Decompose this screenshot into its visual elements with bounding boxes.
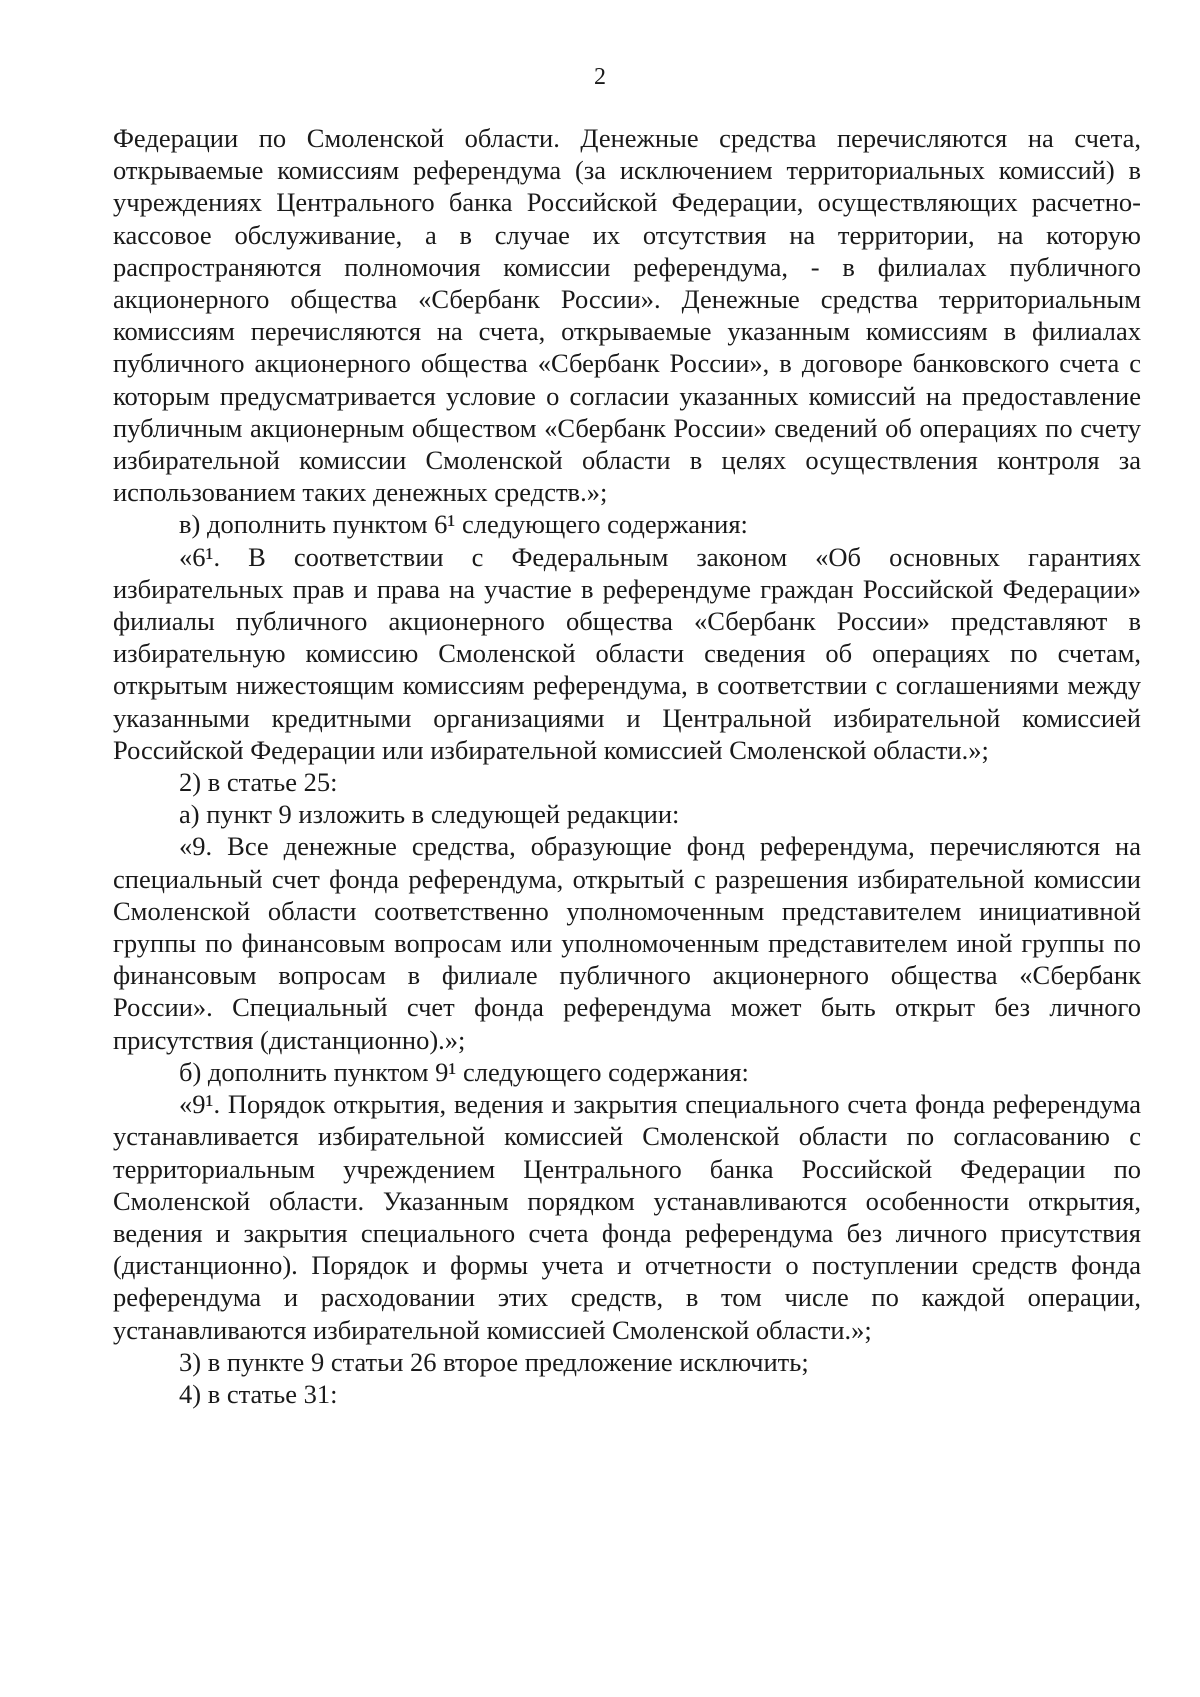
- paragraph-3: [113, 541, 1141, 766]
- paragraph-2: [113, 508, 1141, 540]
- paragraph-3-text-2: ¹. В соответствии с Федеральным законом «Об основных гарантиях избирательных прав и права на участие в референдуме граждан Российской Федерации» филиалы публичного акционерного общества «Сбербанк России» представляют в избирательную комиссию Смоленской области сведения об операциях по счетам, открытым нижестоящим комиссиям референдума, в соответствии с соглашениями между указанными кредитными организациями и Центральной избирательной комиссией Российской Федерации или избирательной комиссией Смоленской области.»;: [113, 541, 1141, 765]
- paragraph-7: [113, 1056, 1141, 1088]
- paragraph-4: 2) в статье 25:: [179, 767, 338, 798]
- paragraph-9: 3) в пункте 9 статьи 26 второе предложение исключить;: [179, 1346, 809, 1377]
- paragraph-3-text: «6: [179, 541, 206, 572]
- paragraph-8-text: «9: [179, 1089, 206, 1120]
- paragraph-8: [113, 1088, 1141, 1346]
- paragraph-8-text-2: ¹. Порядок открытия, ведения и закрытия специального счета фонда референдума устанавливается избирательной комиссией Смоленской области по согласованию с территориальным учреждением Центрального банка Российской Федерации по Смоленской области. Указанным порядком устанавливаются особенности открытия, ведения и закрытия специального счета фонда референдума без личного присутствия (дистанционно). Порядок и формы учета и отчетности о поступлении средств фонда референдума и расходовании этих средств, в том числе по каждой операции, устанавливаются избирательной комиссией Смоленской области.»;: [113, 1089, 1141, 1345]
- paragraph-2-text-2: ¹ следующего содержания:: [447, 509, 748, 540]
- paragraph-10: 4) в статье 31:: [179, 1378, 338, 1409]
- paragraph-6: «9. Все денежные средства, образующие фонд референдума, перечисляются на специальный счет фонда референдума, открытый с разрешения избирательной комиссии Смоленской области соответственно уполномоченным представителем инициативной группы по финансовым вопросам или уполномоченным представителем иной группы по финансовым вопросам в филиале публичного акционерного общества «Сбербанк России». Специальный счет фонда референдума может быть открыт без личного присутствия (дистанционно).»;: [113, 831, 1141, 1055]
- paragraph-2-text: в) дополнить пунктом 6: [179, 509, 448, 540]
- paragraph-5: а) пункт 9 изложить в следующей редакции:: [179, 799, 680, 830]
- paragraph-7-text-2: ¹ следующего содержания:: [448, 1056, 749, 1087]
- document-body: [113, 122, 1141, 1410]
- page-number: 2: [594, 64, 606, 90]
- paragraph-7-text: б) дополнить пунктом 9: [179, 1056, 449, 1087]
- paragraph-1: Федерации по Смоленской области. Денежные средства перечисляются на счета, открываемые комиссиям референдума (за исключением территориальных комиссий) в учреждениях Центрального банка Российской Федерации, осуществляющих расчетно-кассовое обслуживание, а в случае их отсутствия на территории, на которую распространяются полномочия комиссии референдума, - в филиалах публичного акционерного общества «Сбербанк России». Денежные средства территориальным комиссиям перечисляются на счета, открываемые указанным комиссиям в филиалах публичного акционерного общества «Сбербанк России», в договоре банковского счета с которым предусматривается условие о согласии указанных комиссий на предоставление публичным акционерным обществом «Сбербанк России» сведений об операциях по счету избирательной комиссии Смоленской области в целях осуществления контроля за использованием таких денежных средств.»;: [113, 123, 1141, 508]
